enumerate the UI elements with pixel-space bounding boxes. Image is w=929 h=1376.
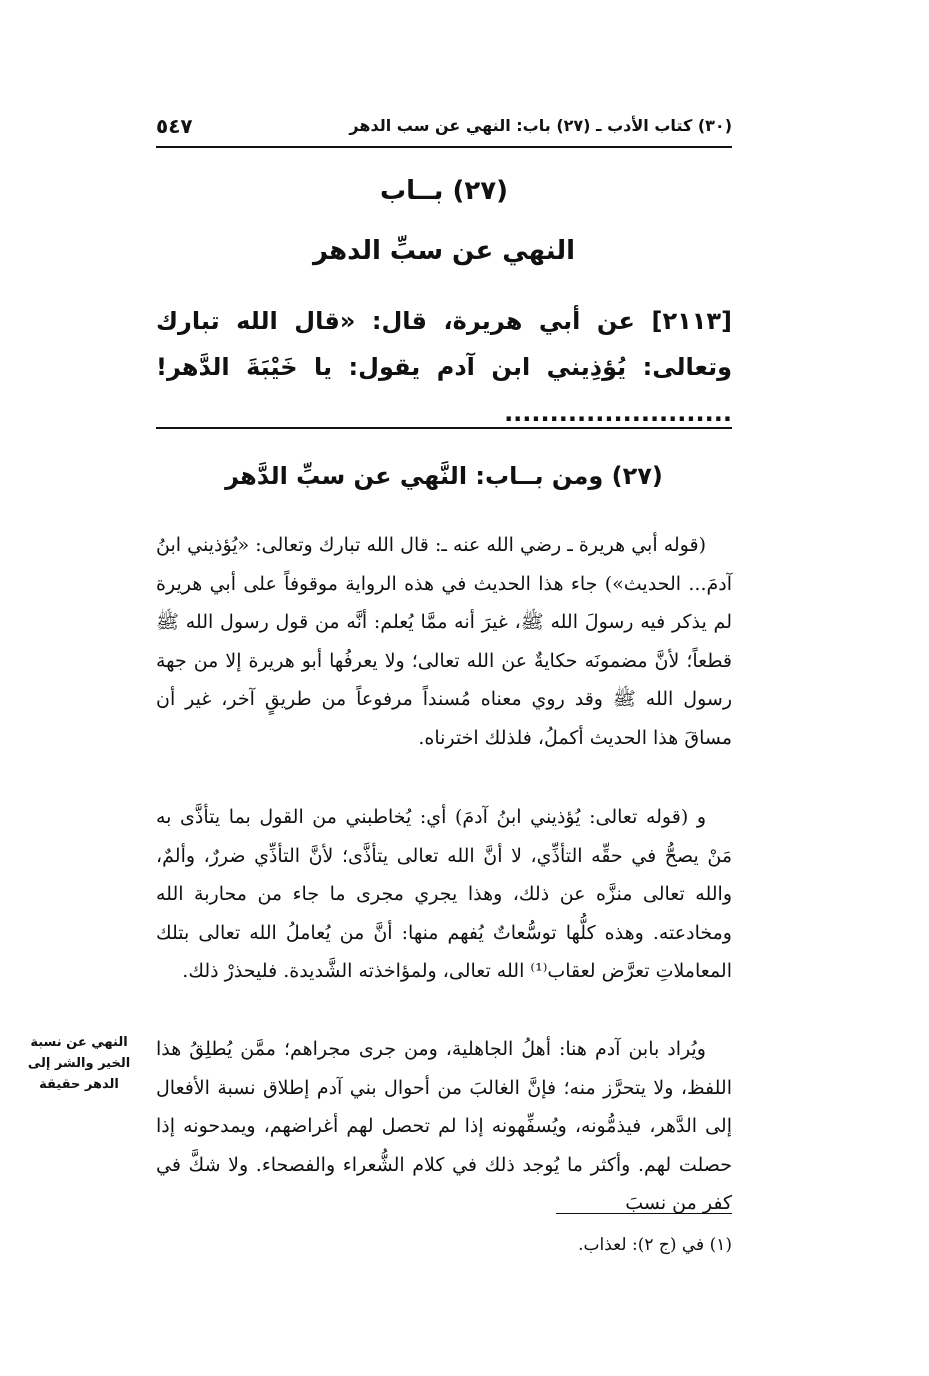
commentary-title: (٢٧) ومن بــاب: النَّهي عن سبِّ الدَّهر [225,462,663,490]
commentary-paragraph-3 [156,1030,732,1223]
hadith-text: [٢١١٣] عن أبي هريرة، قال: «قال الله تبارك وتعالى: يُؤذِيني ابن آدم يقول: يا خَيْبَةَ الدَّهر! ......................... [156,307,732,427]
running-header-title: (٣٠) كتاب الأدب ـ (٢٧) باب: النهي عن سب الدهر [349,116,732,135]
header-rule [156,146,732,148]
paragraph-text: ويُراد بابن آدم هنا: أهلُ الجاهلية، ومن جرى مجراهم؛ ممَّن يُطلِقُ هذا اللفظ، ولا يتحرَّز منه؛ فإنَّ الغالبَ من أحوال بني آدم إطلاق نسبة الأفعال إلى الدَّهر، فيذمُّونه، ويُسفِّهونه إذا لم تحصل لهم أغراضهم، ويمدحونه إذا حصلت لهم. وأكثر ما يُوجد ذلك في كلام الشُّعراء والفصحاء. ولا شكَّ في كفر من نسبَ [156,1038,732,1214]
running-header [156,112,732,146]
commentary-paragraph-1 [156,526,732,757]
section-divider [156,427,732,429]
chapter-title: النهي عن سبِّ الدهر [312,236,576,266]
commentary-paragraph-2 [156,798,732,991]
footnote-rule [556,1213,732,1214]
chapter-number: (٢٧) بــاب [379,176,508,206]
page-number: ٥٤٧ [156,114,193,138]
paragraph-text: (قوله أبي هريرة ـ رضي الله عنه ـ: قال الله تبارك وتعالى: «يُؤذيني ابنُ آدمَ... الحديث») جاء هذا الحديث في هذه الرواية موقوفاً على أبي هريرة لم يذكر فيه رسولَ الله ﷺ، غيرَ أنه ممَّا يُعلم: أنَّه من قول رسول الله ﷺ قطعاً؛ لأنَّ مضمونَه حكايةٌ عن الله تعالى؛ ولا يعرفُها أبو هريرة إلا من جهة رسول الله ﷺ وقد روي معناه مُسنداً مرفوعاً من طريقٍ آخر، غير أن مساقَ هذا الحديث أكملُ، فلذلك اخترناه. [156,534,732,749]
footnote: (١) في (ج ٢): لعذاب. [578,1235,732,1255]
paragraph-text: و (قوله تعالى: يُؤذيني ابنُ آدمَ) أي: يُخاطبني من القول بما يتأذَّى به مَنْ يصحُّ في حقِّه التأذِّي، لا أنَّ الله تعالى يتأذَّى؛ لأنَّ التأذِّي ضررٌ، وألمٌ، والله تعالى منزَّه عن ذلك، وهذا يجري مجرى ما جاء من محاربة الله ومخادعته. وهذه كلُّها توسُّعاتٌ يُفهم منها: أنَّ من يُعاملُ الله تعالى بتلك المعاملاتِ تعرَّض لعقاب⁽¹⁾ الله تعالى، ولمؤاخذته الشَّديدة. فليحذرْ ذلك. [156,806,732,982]
margin-note: النهي عن نسبة الخير والشر إلى الدهر حقيقة [27,1035,131,1092]
